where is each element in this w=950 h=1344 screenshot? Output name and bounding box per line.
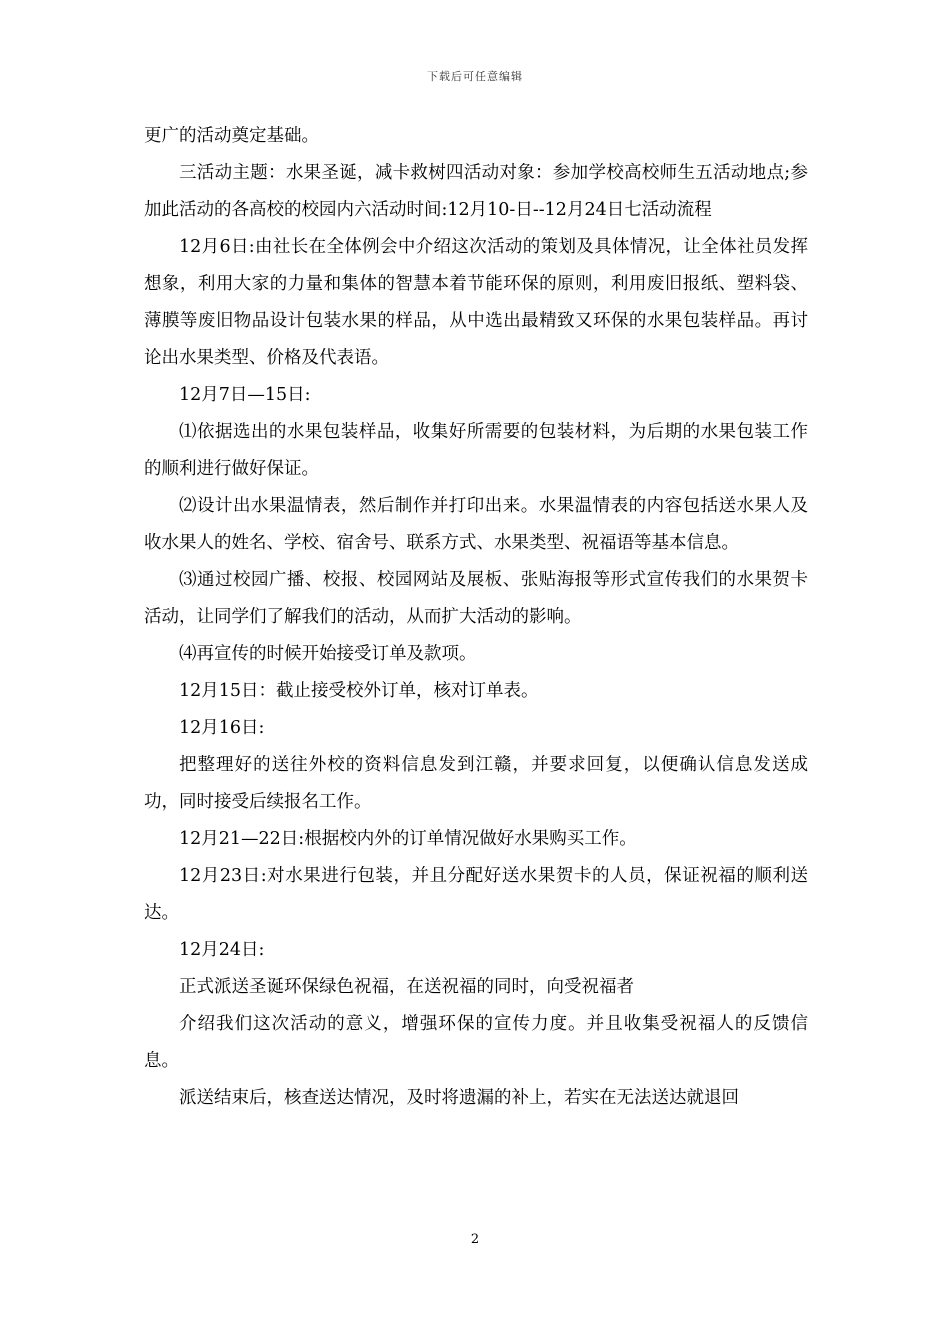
paragraph-2: 三活动主题：水果圣诞，减卡救树四活动对象：参加学校高校师生五活动地点;参加此活动的各高校的校园内六活动时间:12月10-日--12月24日七活动流程 — [144, 163, 808, 220]
paragraph-3: 12月6日:由社长在全体例会中介绍这次活动的策划及具体情况，让全体社员发挥想象，利用大家的力量和集体的智慧本着节能环保的原则，利用废旧报纸、塑料袋、薄膜等废旧物品设计包装水果的样品，从中选出最精致又环保的水果包装样品。再讨论出水果类型、价格及代表语。 — [144, 237, 808, 368]
paragraph-16: 介绍我们这次活动的意义，增强环保的宣传力度。并且收集受祝福人的反馈信息。 — [144, 1014, 808, 1071]
paragraph-15: 正式派送圣诞环保绿色祝福，在送祝福的同时，向受祝福者 — [179, 977, 634, 997]
paragraph-17: 派送结束后，核查送达情况，及时将遗漏的补上，若实在无法送达就退回 — [179, 1088, 739, 1108]
paragraph-14: 12月24日: — [179, 940, 265, 960]
paragraph-8: ⑷再宣传的时候开始接受订单及款项。 — [179, 644, 477, 664]
paragraph-4: 12月7日—15日: — [179, 385, 311, 405]
paragraph-7: ⑶通过校园广播、校报、校园网站及展板、张贴海报等形式宣传我们的水果贺卡活动，让同学们了解我们的活动，从而扩大活动的影响。 — [144, 570, 808, 627]
document-body — [144, 118, 808, 1117]
paragraph-10: 12月16日: — [179, 718, 265, 738]
page-header: 下载后可任意编辑 — [427, 70, 523, 83]
paragraph-9: 12月15日：截止接受校外订单，核对订单表。 — [179, 681, 539, 701]
paragraph-5: ⑴依据选出的水果包装样品，收集好所需要的包装材料，为后期的水果包装工作的顺利进行做好保证。 — [144, 422, 808, 479]
paragraph-13: 12月23日:对水果进行包装，并且分配好送水果贺卡的人员，保证祝福的顺利送达。 — [144, 866, 808, 923]
paragraph-11: 把整理好的送往外校的资料信息发到江赣，并要求回复，以便确认信息发送成功，同时接受后续报名工作。 — [144, 755, 808, 812]
paragraph-1: 更广的活动奠定基础。 — [144, 126, 319, 146]
page-number: 2 — [470, 1232, 480, 1247]
paragraph-6: ⑵设计出水果温情表，然后制作并打印出来。水果温情表的内容包括送水果人及收水果人的姓名、学校、宿舍号、联系方式、水果类型、祝福语等基本信息。 — [144, 496, 808, 553]
paragraph-12: 12月21—22日:根据校内外的订单情况做好水果购买工作。 — [179, 829, 637, 849]
